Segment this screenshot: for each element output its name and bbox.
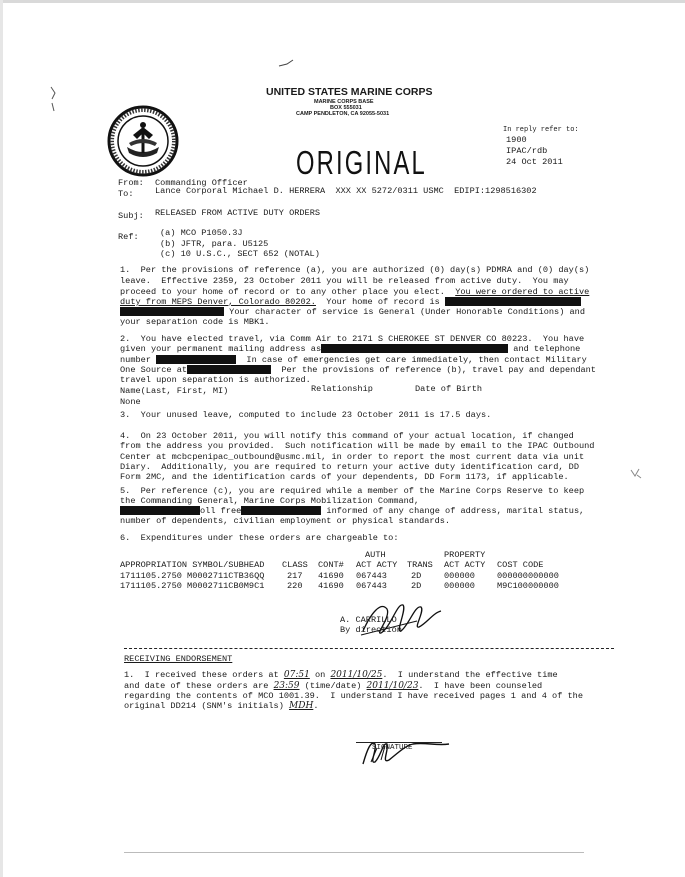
reply-date: 24 Oct 2011 xyxy=(506,157,563,167)
subj-label: Subj: xyxy=(118,211,144,221)
table-row-2-act: 067443 xyxy=(356,581,387,591)
scan-artifact-icon xyxy=(30,66,38,94)
redaction-mailing-address xyxy=(321,344,508,353)
redaction-home-record-2 xyxy=(120,307,224,316)
receiving-line1-c: . I understand the effective time xyxy=(382,670,558,680)
table-row-2-appropriation: 1711105.2750 M0002711CB0M9C1 xyxy=(120,581,265,591)
to-value: Lance Corporal Michael D. HERRERA XXX XX 5272/0311 USMC EDIPI:1298516302 xyxy=(155,186,537,196)
receiving-line4 xyxy=(124,701,318,712)
p5-toll-free: oll free xyxy=(200,506,242,516)
table-row-1-cost: 000000000000 xyxy=(497,571,559,581)
p2-telephone: and telephone xyxy=(508,344,581,354)
p2-line1: 2. You have elected travel, via Comm Air to 2171 S CHEROKEE ST DENVER CO 80223. You have xyxy=(120,334,585,344)
endorsement-divider xyxy=(124,648,614,649)
col-class: CLASS xyxy=(282,560,308,570)
p3: 3. Your unused leave, computed to include 23 October 2011 is 17.5 days. xyxy=(120,410,492,420)
ref-label: Ref: xyxy=(118,232,139,242)
signer-direction: By direction xyxy=(340,625,402,635)
scan-bottom-line xyxy=(124,852,584,853)
date-effective: 2011/10/23 xyxy=(366,681,419,691)
p2-mailing: given your permanent mailing address as xyxy=(120,344,322,354)
to-label: To: xyxy=(118,189,134,199)
table-row-1-appropriation: 1711105.2750 M0002711CTB36QQ xyxy=(120,571,265,581)
reply-office: IPAC/rdb xyxy=(506,146,548,156)
p2-travel-pay: Per the provisions of reference (b), travel pay and dependant xyxy=(271,365,596,375)
original-stamp: ORIGINAL xyxy=(296,144,427,181)
receiving-line1 xyxy=(124,670,558,681)
receiving-line2-b: (time/date) xyxy=(299,681,367,691)
receiving-line2-c: . I have been counseled xyxy=(418,681,543,691)
date-received: 2011/10/25 xyxy=(330,670,383,680)
table-row-2-prop: 000000 xyxy=(444,581,475,591)
snm-initials: MDH xyxy=(289,701,314,711)
p4-line4: Diary. Additionally, you are required to return your active duty identification card, DD xyxy=(120,462,579,472)
p1-character-service: Your character of service is General (Under Honorable Conditions) and xyxy=(224,307,585,317)
receiving-line1-a: 1. I received these orders at xyxy=(124,670,284,680)
redaction-phone-3 xyxy=(241,506,321,515)
p1-line3-text: proceed to your home of record or to any other place you elect. xyxy=(120,287,456,297)
p4-line1: 4. On 23 October 2011, you will notify this command of your actual location, if changed xyxy=(120,431,574,441)
p2-one-source: One Source at xyxy=(120,365,188,375)
receiving-line4-a: original DD214 (SNM's initials) xyxy=(124,701,290,711)
p1-line1: 1. Per the provisions of reference (a), you are authorized (0) day(s) PDMRA and (0) day(s) xyxy=(120,265,590,275)
table-row-1-cont: 41690 xyxy=(318,571,344,581)
from-label: From: xyxy=(118,178,144,188)
box-number: BOX 555031 xyxy=(330,105,362,111)
ref-a: (a) MCO P1050.3J xyxy=(160,228,243,238)
dependents-name-header: Name(Last, First, MI) xyxy=(120,386,229,396)
table-row-2-class: 220 xyxy=(287,581,303,591)
receiving-line2-a: and date of these orders are xyxy=(124,681,274,691)
col-prop-act-acty: ACT ACTY xyxy=(444,560,486,570)
col-cont: CONT# xyxy=(318,560,344,570)
redaction-one-source xyxy=(187,365,271,374)
p4-line2: from the address you provided. Such notification will be made by email to the IPAC Outbound xyxy=(120,441,595,451)
col-auth-header: AUTH xyxy=(365,550,386,560)
receiving-title: RECEIVING ENDORSEMENT xyxy=(124,654,233,664)
p5-line2: the Commanding General, Marine Corps Mobilization Command, xyxy=(120,496,420,506)
p5-line4: number of dependents, civilian employment or physical standards. xyxy=(120,516,451,526)
signature-label: SIGNATURE xyxy=(372,744,413,752)
receiving-line1-b: on xyxy=(309,670,331,680)
p1-meps-denver: duty from MEPS Denver, Colorado 80202. xyxy=(120,297,316,307)
table-row-1-trans: 2D xyxy=(411,571,422,581)
p2-line2 xyxy=(120,344,580,355)
col-property-header: PROPERTY xyxy=(444,550,486,560)
col-cost-code: COST CODE xyxy=(497,560,544,570)
redaction-home-record xyxy=(445,297,581,306)
table-row-2-cont: 41690 xyxy=(318,581,344,591)
scan-artifact-icon xyxy=(610,446,624,460)
scan-artifact-icon xyxy=(258,34,278,44)
base-city: CAMP PENDLETON, CA 92055-5031 xyxy=(296,111,390,117)
ref-b: (b) JFTR, para. U5125 xyxy=(160,239,269,249)
from-value: Commanding Officer xyxy=(155,178,248,188)
redaction-phone-2 xyxy=(120,506,200,515)
p6: 6. Expenditures under these orders are chargeable to: xyxy=(120,533,399,543)
p2-line5: travel upon separation is authorized. xyxy=(120,375,311,385)
receiving-line3: regarding the contents of MCO 1001.39. I understand I have received pages 1 and 4 of the xyxy=(124,691,583,701)
p5-line1: 5. Per reference (c), you are required while a member of the Marine Corps Reserve to keep xyxy=(120,486,585,496)
p2-number: number xyxy=(120,355,157,365)
time-received: 07:51 xyxy=(283,670,310,680)
ref-c: (c) 10 U.S.C., SECT 652 (NOTAL) xyxy=(160,249,320,259)
p4-line3: Center at mcbcpenipac_outbound@usmc.mil, in order to report the most current data via unit xyxy=(120,452,585,462)
col-appropriation: APPROPRIATION SYMBOL/SUBHEAD xyxy=(120,560,265,570)
table-row-1-prop: 000000 xyxy=(444,571,475,581)
reply-label: In reply refer to: xyxy=(503,126,579,134)
p2-emergency: In case of emergencies get care immediately, then contact Military xyxy=(236,355,587,365)
reply-code: 1900 xyxy=(506,135,527,145)
table-row-1-class: 217 xyxy=(287,571,303,581)
col-trans: TRANS xyxy=(407,560,433,570)
signer-name: A. CARRILLO xyxy=(340,615,397,625)
table-row-2-trans: 2D xyxy=(411,581,422,591)
p1-line6: your separation code is MBK1. xyxy=(120,317,270,327)
redaction-phone xyxy=(156,355,236,364)
dependents-dob-header: Date of Birth xyxy=(415,384,483,394)
dependents-none: None xyxy=(120,397,141,407)
scan-border-top xyxy=(0,0,685,3)
p1-ordered-to-active: You were ordered to active xyxy=(455,287,590,297)
receiving-line4-b: . xyxy=(313,701,319,711)
scan-border-left xyxy=(0,0,3,877)
p1-home-record: Your home of record is xyxy=(315,297,445,307)
col-act-acty: ACT ACTY xyxy=(356,560,398,570)
table-row-1-act: 067443 xyxy=(356,571,387,581)
subj-value: RELEASED FROM ACTIVE DUTY ORDERS xyxy=(155,208,321,218)
p5-informed: informed of any change of address, marital status, xyxy=(321,506,585,516)
dependents-relationship-header: Relationship xyxy=(311,384,373,394)
p4-line5: Form 2MC, and the identification cards of your dependents, DD Form 1173, if applicable. xyxy=(120,472,569,482)
time-effective: 23:59 xyxy=(273,681,300,691)
base-name: MARINE CORPS BASE xyxy=(314,99,374,105)
table-row-2-cost: M9C100000000 xyxy=(497,581,559,591)
org-name: UNITED STATES MARINE CORPS xyxy=(266,86,433,98)
department-of-the-navy-seal-icon xyxy=(88,86,160,158)
p1-line2: leave. Effective 2359, 23 October 2011 you will be released from active duty. You may xyxy=(120,276,569,286)
